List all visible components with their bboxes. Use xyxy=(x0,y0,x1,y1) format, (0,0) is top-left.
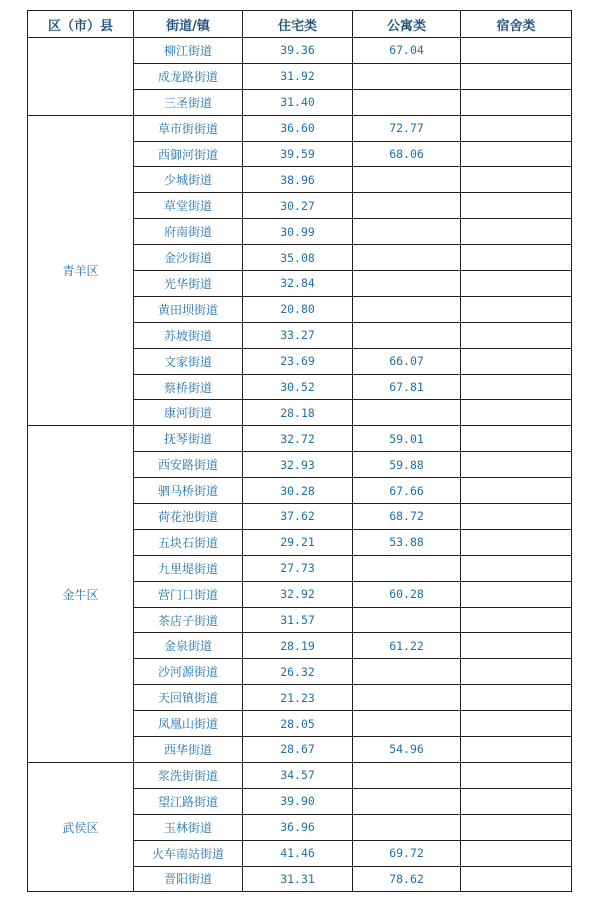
apartment-cell: 68.72 xyxy=(353,504,461,530)
apartment-cell xyxy=(353,296,461,322)
dormitory-cell xyxy=(461,504,572,530)
residential-cell: 30.28 xyxy=(243,478,353,504)
district-cell: 青羊区 xyxy=(28,115,134,426)
apartment-cell xyxy=(353,193,461,219)
apartment-cell xyxy=(353,607,461,633)
apartment-cell: 54.96 xyxy=(353,737,461,763)
dormitory-cell xyxy=(461,814,572,840)
dormitory-cell xyxy=(461,840,572,866)
residential-cell: 27.73 xyxy=(243,555,353,581)
residential-cell: 41.46 xyxy=(243,840,353,866)
apartment-cell xyxy=(353,322,461,348)
dormitory-cell xyxy=(461,659,572,685)
residential-cell: 28.05 xyxy=(243,711,353,737)
apartment-cell xyxy=(353,271,461,297)
street-cell: 西御河街道 xyxy=(134,141,243,167)
dormitory-cell xyxy=(461,245,572,271)
residential-cell: 20.80 xyxy=(243,296,353,322)
dormitory-cell xyxy=(461,38,572,64)
street-cell: 火车南站街道 xyxy=(134,840,243,866)
apartment-cell xyxy=(353,814,461,840)
street-cell: 沙河源街道 xyxy=(134,659,243,685)
apartment-cell xyxy=(353,89,461,115)
apartment-cell: 72.77 xyxy=(353,115,461,141)
apartment-cell xyxy=(353,685,461,711)
residential-cell: 30.99 xyxy=(243,219,353,245)
residential-cell: 32.93 xyxy=(243,452,353,478)
residential-cell: 31.57 xyxy=(243,607,353,633)
apartment-cell: 69.72 xyxy=(353,840,461,866)
residential-cell: 26.32 xyxy=(243,659,353,685)
apartment-cell xyxy=(353,219,461,245)
street-cell: 草堂街道 xyxy=(134,193,243,219)
dormitory-cell xyxy=(461,322,572,348)
residential-cell: 30.27 xyxy=(243,193,353,219)
apartment-cell: 78.62 xyxy=(353,866,461,892)
street-cell: 抚琴街道 xyxy=(134,426,243,452)
district-cell: 金牛区 xyxy=(28,426,134,763)
dormitory-cell xyxy=(461,296,572,322)
street-cell: 草市街街道 xyxy=(134,115,243,141)
apartment-cell: 68.06 xyxy=(353,141,461,167)
residential-cell: 31.40 xyxy=(243,89,353,115)
dormitory-cell xyxy=(461,348,572,374)
dormitory-cell xyxy=(461,89,572,115)
apartment-cell: 59.88 xyxy=(353,452,461,478)
street-cell: 浆洗街街道 xyxy=(134,762,243,788)
street-cell: 柳江街道 xyxy=(134,38,243,64)
street-cell: 玉林街道 xyxy=(134,814,243,840)
residential-cell: 39.36 xyxy=(243,38,353,64)
apartment-cell xyxy=(353,400,461,426)
dormitory-cell xyxy=(461,426,572,452)
dormitory-cell xyxy=(461,607,572,633)
table-row xyxy=(28,38,572,64)
residential-cell: 23.69 xyxy=(243,348,353,374)
dormitory-cell xyxy=(461,271,572,297)
dormitory-cell xyxy=(461,63,572,89)
apartment-cell xyxy=(353,711,461,737)
apartment-cell: 66.07 xyxy=(353,348,461,374)
street-cell: 九里堤街道 xyxy=(134,555,243,581)
street-cell: 天回镇街道 xyxy=(134,685,243,711)
street-cell: 西安路街道 xyxy=(134,452,243,478)
apartment-cell xyxy=(353,167,461,193)
street-cell: 成龙路街道 xyxy=(134,63,243,89)
dormitory-cell xyxy=(461,374,572,400)
residential-cell: 32.84 xyxy=(243,271,353,297)
dormitory-cell xyxy=(461,115,572,141)
street-cell: 茶店子街道 xyxy=(134,607,243,633)
residential-cell: 33.27 xyxy=(243,322,353,348)
residential-cell: 39.59 xyxy=(243,141,353,167)
street-cell: 五块石街道 xyxy=(134,529,243,555)
residential-cell: 34.57 xyxy=(243,762,353,788)
dormitory-cell xyxy=(461,762,572,788)
dormitory-cell xyxy=(461,141,572,167)
apartment-cell xyxy=(353,659,461,685)
dormitory-cell xyxy=(461,685,572,711)
apartment-cell xyxy=(353,788,461,814)
residential-cell: 32.72 xyxy=(243,426,353,452)
residential-cell: 32.92 xyxy=(243,581,353,607)
price-table xyxy=(27,10,572,892)
table-body xyxy=(28,38,572,892)
street-cell: 驷马桥街道 xyxy=(134,478,243,504)
residential-cell: 36.60 xyxy=(243,115,353,141)
apartment-cell: 67.81 xyxy=(353,374,461,400)
street-cell: 金沙街道 xyxy=(134,245,243,271)
table-row xyxy=(28,115,572,141)
dormitory-cell xyxy=(461,633,572,659)
district-cell xyxy=(28,38,134,116)
street-cell: 晋阳街道 xyxy=(134,866,243,892)
dormitory-cell xyxy=(461,193,572,219)
apartment-cell: 67.04 xyxy=(353,38,461,64)
residential-cell: 28.67 xyxy=(243,737,353,763)
dormitory-cell xyxy=(461,167,572,193)
street-cell: 凤凰山街道 xyxy=(134,711,243,737)
table-row xyxy=(28,762,572,788)
header-dormitory: 宿舍类 xyxy=(461,11,572,38)
street-cell: 文家街道 xyxy=(134,348,243,374)
street-cell: 西华街道 xyxy=(134,737,243,763)
residential-cell: 31.31 xyxy=(243,866,353,892)
street-cell: 苏坡街道 xyxy=(134,322,243,348)
residential-cell: 28.18 xyxy=(243,400,353,426)
dormitory-cell xyxy=(461,788,572,814)
residential-cell: 36.96 xyxy=(243,814,353,840)
apartment-cell xyxy=(353,555,461,581)
street-cell: 府南街道 xyxy=(134,219,243,245)
dormitory-cell xyxy=(461,219,572,245)
dormitory-cell xyxy=(461,400,572,426)
residential-cell: 29.21 xyxy=(243,529,353,555)
residential-cell: 28.19 xyxy=(243,633,353,659)
header-apartment: 公寓类 xyxy=(353,11,461,38)
header-residential: 住宅类 xyxy=(243,11,353,38)
apartment-cell: 59.01 xyxy=(353,426,461,452)
street-cell: 少城街道 xyxy=(134,167,243,193)
apartment-cell xyxy=(353,762,461,788)
dormitory-cell xyxy=(461,555,572,581)
street-cell: 光华街道 xyxy=(134,271,243,297)
dormitory-cell xyxy=(461,866,572,892)
residential-cell: 31.92 xyxy=(243,63,353,89)
street-cell: 金泉街道 xyxy=(134,633,243,659)
dormitory-cell xyxy=(461,478,572,504)
street-cell: 康河街道 xyxy=(134,400,243,426)
apartment-cell: 53.88 xyxy=(353,529,461,555)
header-district: 区（市）县 xyxy=(28,11,134,38)
residential-cell: 35.08 xyxy=(243,245,353,271)
header-row xyxy=(28,11,572,38)
residential-cell: 39.90 xyxy=(243,788,353,814)
dormitory-cell xyxy=(461,452,572,478)
apartment-cell xyxy=(353,63,461,89)
dormitory-cell xyxy=(461,737,572,763)
residential-cell: 21.23 xyxy=(243,685,353,711)
residential-cell: 38.96 xyxy=(243,167,353,193)
dormitory-cell xyxy=(461,711,572,737)
residential-cell: 30.52 xyxy=(243,374,353,400)
apartment-cell: 61.22 xyxy=(353,633,461,659)
header-street: 街道/镇 xyxy=(134,11,243,38)
street-cell: 营门口街道 xyxy=(134,581,243,607)
street-cell: 三圣街道 xyxy=(134,89,243,115)
street-cell: 荷花池街道 xyxy=(134,504,243,530)
apartment-cell xyxy=(353,245,461,271)
apartment-cell: 60.28 xyxy=(353,581,461,607)
district-cell: 武侯区 xyxy=(28,762,134,891)
apartment-cell: 67.66 xyxy=(353,478,461,504)
dormitory-cell xyxy=(461,529,572,555)
table-row xyxy=(28,426,572,452)
dormitory-cell xyxy=(461,581,572,607)
street-cell: 黄田坝街道 xyxy=(134,296,243,322)
residential-cell: 37.62 xyxy=(243,504,353,530)
street-cell: 蔡桥街道 xyxy=(134,374,243,400)
street-cell: 望江路街道 xyxy=(134,788,243,814)
